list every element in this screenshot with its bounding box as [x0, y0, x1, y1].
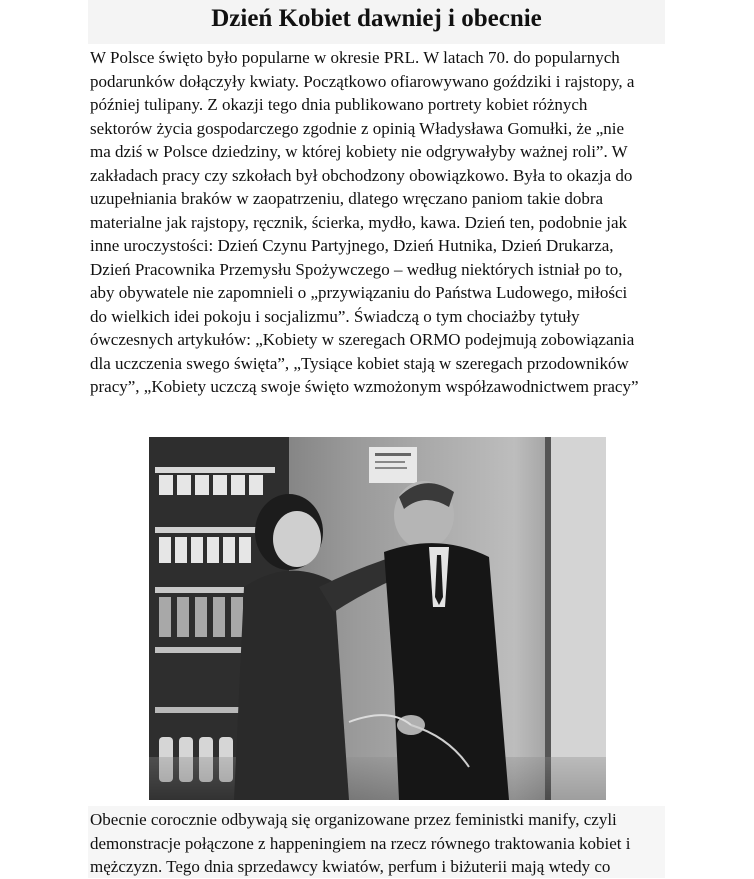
article-paragraph-present: Obecnie corocznie odbywają się organizowane przez feministki manify, czyli demonstracje połączone z happeningiem na rzecz równego traktowania kobiet i mężczyzn. Tego dnia sprzedawcy kwiatów, perfum i biżuterii mają wtedy co — [90, 810, 631, 876]
article-paragraph-prl: W Polsce święto było popularne w okresie PRL. W latach 70. do popularnych podarunków dołączyły kwiaty. Początkowo ofiarowywano goździki i rajstopy, a później tulipany. Z okazji tego dnia publikowano portrety kobiet różnych sektorów życia gospodarczego zgodnie z opinią Władysława Gomułki, że „nie ma dziś w Polsce dziedziny, w której kobiety nie odgrywałyby ważnej roli”. W zakładach pracy czy szkołach był obchodzony obowiązkowo. Była to okazja do uzupełniania braków w zaopatrzeniu, dlatego wręczano paniom takie dobra materialne jak rajstopy, ręcznik, ścierka, mydło, kawa. Dzień ten, podobnie jak inne uroczystości: Dzień Czynu Partyjnego, Dzień Hutnika, Dzień Drukarza, Dzień Pracownika Przemysłu Spożywczego – według niektórych istniał po to, aby obywatele nie zapomnieli o „przywiązaniu do Państwa Ludowego, miłości do wielkich idei pokoju i socjalizmu”. Świadczą o tym chociażby tytuły ówczesnych artykułów: „Kobiety w szeregach ORMO podejmują zobowiązania dla uczczenia swego święta”, „Tysiące kobiet stają w szeregach przodowników pracy”, „Kobiety uczczą swoje święto wzmożonym współzawodnictwem pracy” — [90, 48, 639, 396]
archival-photo — [149, 437, 606, 800]
page-title: Dzień Kobiet dawniej i obecnie — [211, 5, 542, 32]
